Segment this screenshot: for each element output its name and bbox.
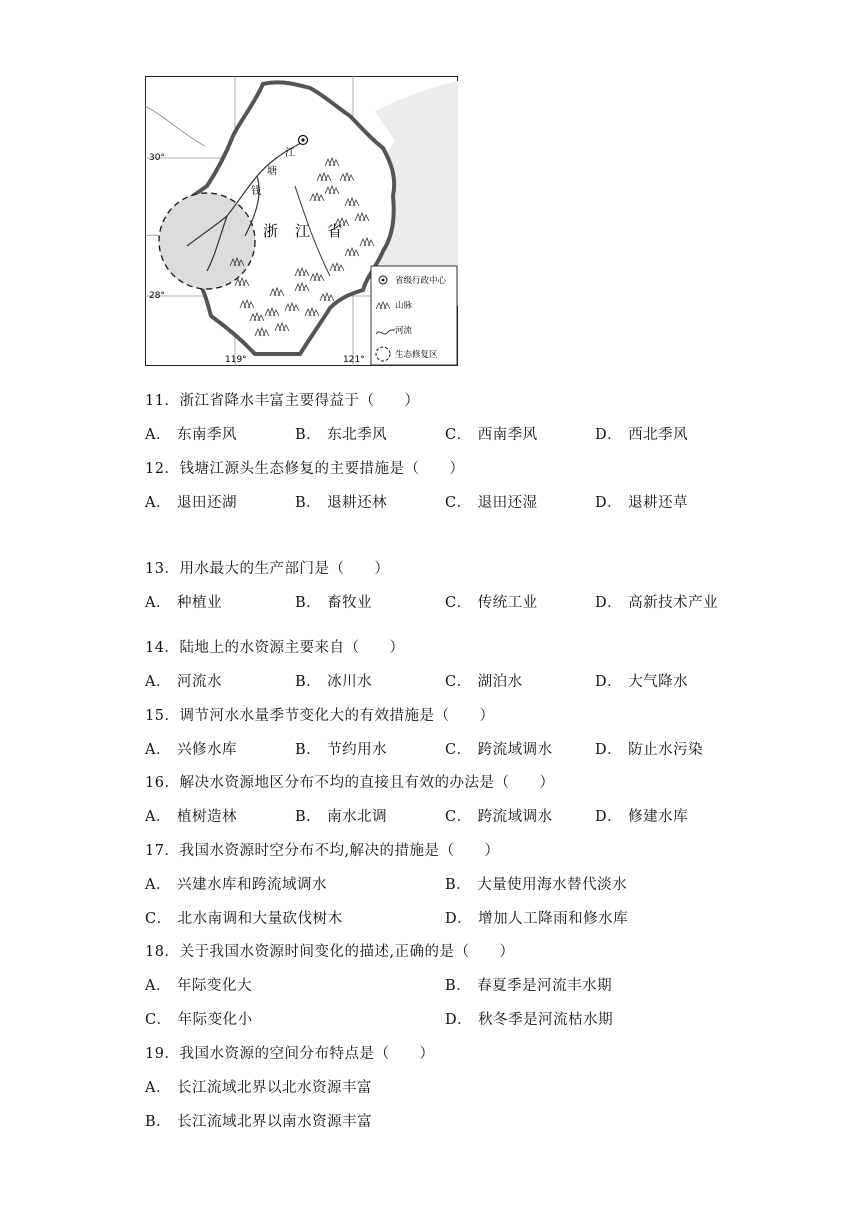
legend-capital: 省级行政中心 (395, 276, 447, 286)
question-14-stem: 14．陆地上的水资源主要来自（ ） (145, 640, 405, 656)
option-text: 长江流域北界以北水资源丰富 (176, 1080, 372, 1096)
lon-119-label: 119° (225, 355, 247, 365)
option-letter: A． (145, 495, 171, 511)
option-text: 大气降水 (628, 674, 689, 690)
question-16-option[interactable] (595, 805, 688, 826)
question-19-stem: 19．我国水资源的空间分布特点是（ ） (145, 1046, 435, 1062)
option-letter: D． (595, 742, 623, 758)
question-16-option[interactable] (445, 805, 553, 826)
option-text: 湖泊水 (477, 674, 523, 690)
question-18-option[interactable] (445, 974, 612, 995)
option-letter: C． (445, 809, 472, 825)
option-letter: B． (295, 742, 322, 758)
question-16-option[interactable] (145, 805, 237, 826)
question-11-stem: 11．浙江省降水丰富主要得益于（ ） (145, 393, 420, 409)
option-text: 冰川水 (327, 674, 373, 690)
option-text: 年际变化小 (177, 1012, 253, 1028)
option-text: 跨流域调水 (477, 809, 553, 825)
option-letter: C． (445, 427, 472, 443)
lat-30-label: 30° (149, 153, 165, 163)
option-text: 西北季风 (628, 427, 689, 443)
question-12-option[interactable] (145, 491, 237, 512)
question-18-stem: 18．关于我国水资源时间变化的描述,正确的是（ ） (145, 944, 515, 960)
question-15-stem: 15．调节河水水量季节变化大的有效措施是（ ） (145, 708, 495, 724)
province-char-2: 江 (295, 222, 311, 240)
option-text: 植树造林 (176, 809, 237, 825)
question-13-option[interactable] (595, 591, 718, 612)
question-12-option[interactable] (595, 491, 688, 512)
option-text: 西南季风 (477, 427, 538, 443)
option-text: 春夏季是河流丰水期 (477, 978, 613, 994)
question-17-option[interactable] (145, 873, 327, 894)
option-text: 增加人工降雨和修水库 (478, 911, 629, 927)
option-letter: D． (595, 495, 623, 511)
legend-mountain: 山脉 (395, 301, 413, 311)
question-15-option[interactable] (145, 738, 237, 759)
river-char-3: 钱 (251, 186, 261, 197)
option-letter: A． (145, 1080, 171, 1096)
option-text: 北水南调和大量砍伐树木 (177, 911, 343, 927)
option-text: 大量使用海水替代淡水 (477, 877, 628, 893)
option-text: 退耕还草 (628, 495, 689, 511)
option-text: 南水北调 (327, 809, 388, 825)
lat-28-label: 28° (149, 291, 165, 301)
option-text: 修建水库 (628, 809, 689, 825)
option-letter: B． (295, 495, 322, 511)
legend-river: 河流 (395, 326, 413, 336)
option-letter: C． (445, 742, 472, 758)
option-letter: C． (445, 674, 472, 690)
option-letter: D． (445, 1012, 473, 1028)
option-letter: A． (145, 427, 171, 443)
option-letter: B． (445, 978, 472, 994)
eco-restoration-zone (159, 193, 255, 289)
map-legend (371, 266, 457, 365)
question-18-option[interactable] (145, 974, 252, 995)
option-letter: A． (145, 742, 171, 758)
question-16-stem: 16．解决水资源地区分布不均的直接且有效的办法是（ ） (145, 775, 555, 791)
question-15-option[interactable] (595, 738, 703, 759)
question-11-option[interactable] (145, 423, 237, 444)
option-text: 跨流域调水 (477, 742, 553, 758)
question-11-option[interactable] (445, 423, 538, 444)
question-11-option[interactable] (295, 423, 387, 444)
question-14-option[interactable] (445, 670, 523, 691)
option-text: 退田还湿 (477, 495, 538, 511)
question-17-option[interactable] (445, 873, 627, 894)
option-text: 高新技术产业 (628, 595, 719, 611)
option-text: 畜牧业 (327, 595, 373, 611)
question-13-option[interactable] (145, 591, 222, 612)
river-char-1: 江 (285, 148, 295, 159)
lon-121-label: 121° (343, 355, 365, 365)
option-letter: D． (595, 427, 623, 443)
option-letter: A． (145, 809, 171, 825)
question-13-stem: 13．用水最大的生产部门是（ ） (145, 561, 390, 577)
option-letter: B． (295, 674, 322, 690)
question-14-option[interactable] (295, 670, 372, 691)
option-text: 长江流域北界以南水资源丰富 (177, 1114, 373, 1130)
option-letter: D． (595, 674, 623, 690)
option-text: 退耕还林 (327, 495, 388, 511)
option-letter: A． (145, 595, 171, 611)
question-11-option[interactable] (595, 423, 688, 444)
option-letter: B． (145, 1114, 172, 1130)
option-text: 种植业 (176, 595, 222, 611)
province-char-3: 省 (327, 222, 343, 240)
option-letter: C． (145, 911, 172, 927)
option-text: 兴修水库 (176, 742, 237, 758)
option-text: 节约用水 (327, 742, 388, 758)
option-letter: A． (145, 674, 171, 690)
question-14-option[interactable] (595, 670, 688, 691)
question-12-option[interactable] (295, 491, 387, 512)
question-19-option[interactable] (145, 1110, 372, 1131)
option-text: 东北季风 (327, 427, 388, 443)
option-letter: A． (145, 978, 171, 994)
question-17-option[interactable] (445, 907, 628, 928)
option-letter: B． (295, 427, 322, 443)
option-text: 兴建水库和跨流域调水 (176, 877, 327, 893)
option-letter: D． (595, 809, 623, 825)
option-text: 秋冬季是河流枯水期 (478, 1012, 614, 1028)
question-18-option[interactable] (145, 1008, 253, 1029)
option-letter: C． (445, 495, 472, 511)
option-letter: A． (145, 877, 171, 893)
option-text: 年际变化大 (176, 978, 252, 994)
option-text: 防止水污染 (628, 742, 704, 758)
option-letter: C． (445, 595, 472, 611)
question-19-option[interactable] (145, 1076, 372, 1097)
question-12-stem: 12．钱塘江源头生态修复的主要措施是（ ） (145, 461, 465, 477)
option-letter: B． (295, 595, 322, 611)
zhejiang-map (145, 76, 458, 366)
question-13-option[interactable] (295, 591, 372, 612)
question-17-option[interactable] (145, 907, 343, 928)
question-15-option[interactable] (295, 738, 387, 759)
option-text: 东南季风 (176, 427, 237, 443)
option-letter: B． (445, 877, 472, 893)
river-char-2: 塘 (267, 166, 277, 177)
option-letter: C． (145, 1012, 172, 1028)
legend-eco: 生态修复区 (395, 350, 438, 360)
option-text: 河流水 (176, 674, 222, 690)
question-14-option[interactable] (145, 670, 222, 691)
question-18-option[interactable] (445, 1008, 613, 1029)
question-15-option[interactable] (445, 738, 553, 759)
question-17-stem: 17．我国水资源时空分布不均,解决的措施是（ ） (145, 843, 500, 859)
question-13-option[interactable] (445, 591, 538, 612)
province-char-1: 浙 (263, 222, 279, 240)
option-letter: D． (445, 911, 473, 927)
question-16-option[interactable] (295, 805, 387, 826)
option-text: 退田还湖 (176, 495, 237, 511)
option-letter: B． (295, 809, 322, 825)
question-12-option[interactable] (445, 491, 538, 512)
option-letter: D． (595, 595, 623, 611)
option-text: 传统工业 (477, 595, 538, 611)
